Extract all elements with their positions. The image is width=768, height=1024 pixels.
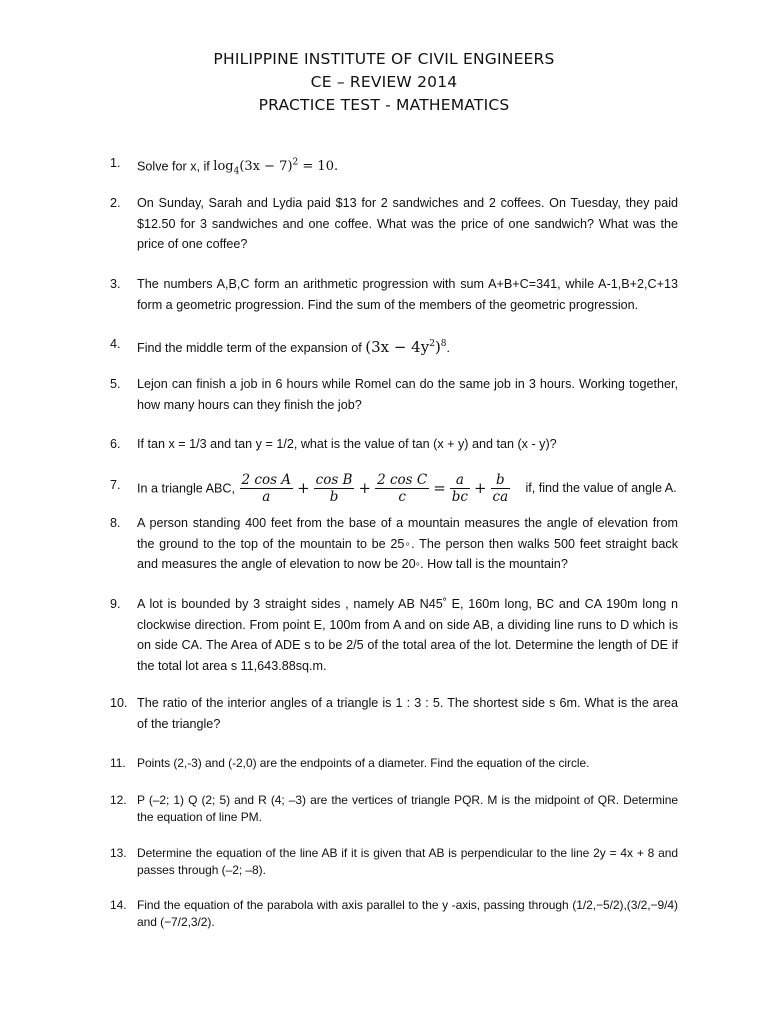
question-number: 5. <box>110 377 121 391</box>
question-text: Lejon can finish a job in 6 hours while Romel can do the same job in 3 hours. Working together, how many hours can they finish the job? <box>137 377 678 412</box>
question-12 <box>110 792 678 826</box>
question-number: 3. <box>110 277 121 291</box>
header-organization: PHILIPPINE INSTITUTE OF CIVIL ENGINEERS <box>213 50 555 68</box>
question-number: 6. <box>110 437 121 451</box>
question-number: 9. <box>110 597 121 611</box>
question-10 <box>110 693 678 734</box>
question-number: 11. <box>110 756 126 770</box>
trig-equation: $\frac{\text{2 cos A}}{a}$ + $\frac{\text{cos B}}{b}$ + $\frac{\text{2 cos C}}{c}$ = $\frac{a}{bc}$ + $\frac{b}{ca}$ <box>241 472 509 505</box>
question-number: 10. <box>110 696 128 710</box>
question-text: A lot is bounded by 3 straight sides , namely AB N45˚ E, 160m long, BC and CA 190m long n clockwise direction. From point E, 100m from A and on side AB, a dividing line runs to D which is on side CA. The Area of ADE s to be 2/5 of the total area of the lot. Determine the length of DE if the total lot area s 11,643.88sq.m. <box>137 597 678 673</box>
question-text: A person standing 400 feet from the base of a mountain measures the angle of elevation from the ground to the top of the mountain to be 25◦. The person then walks 500 feet straight back and measures the angle of elevation to now be 20◦. How tall is the mountain? <box>137 516 678 571</box>
question-number: 1. <box>110 156 121 170</box>
question-text: On Sunday, Sarah and Lydia paid $13 for 2 sandwiches and 2 coffees. On Tuesday, they paid $12.50 for 3 sandwiches and one coffee. What was the price of one sandwich? What was the price of one coffee? <box>137 196 678 251</box>
question-5 <box>110 374 678 415</box>
question-number: 13. <box>110 846 127 860</box>
question-7 <box>110 472 678 505</box>
question-number: 14. <box>110 898 127 912</box>
question-4: 4. Find the middle term of the expansion of $(3x - 4y^2)^8$. <box>110 334 678 359</box>
question-text: Points (2,-3) and (-2,0) are the endpoints of a diameter. Find the equation of the circle. <box>137 756 590 770</box>
question-text: The ratio of the interior angles of a triangle is 1 : 3 : 5. The shortest side s 6m. What is the area of the triangle? <box>137 696 678 731</box>
question-text: In a triangle ABC, <box>137 481 236 496</box>
question-text: Determine the equation of the line AB if it is given that AB is perpendicular to the line 2y = 4x + 8 and passes through (–2; –8). <box>137 846 678 877</box>
header-test-title: PRACTICE TEST - MATHEMATICS <box>258 96 510 114</box>
question-11 <box>110 755 678 772</box>
document-header <box>0 48 768 117</box>
question-text: Solve for x, if <box>137 159 214 174</box>
question-text-suffix: if, find the value of angle A. <box>525 481 677 496</box>
question-number: 8. <box>110 516 121 530</box>
question-1 <box>110 153 678 182</box>
question-text: If tan x = 1/3 and tan y = 1/2, what is the value of tan (x + y) and tan (x - y)? <box>137 437 557 451</box>
question-13 <box>110 845 678 879</box>
question-text: P (–2; 1) Q (2; 5) and R (4; –3) are the vertices of triangle PQR. M is the midpoint of QR. Determine the equation of line PM. <box>137 793 678 824</box>
question-6 <box>110 434 678 455</box>
question-14 <box>110 897 678 931</box>
question-text: Find the middle term of the expansion of <box>137 341 366 355</box>
question-9 <box>110 594 678 676</box>
question-8 <box>110 513 678 575</box>
question-number: 2. <box>110 196 121 210</box>
binomial-expression: $(3x - 4y^2)^8$ <box>365 338 447 356</box>
question-text: The numbers A,B,C form an arithmetic progression with sum A+B+C=341, while A-1,B+2,C+13 form a geometric progression. Find the sum of the members of the geometric progression. <box>137 277 678 312</box>
question-3 <box>110 274 678 315</box>
question-number: 12. <box>110 793 127 807</box>
question-number: 4. <box>110 337 121 351</box>
log-expression: $\log_4(3x - 7)^2 = 10$. <box>213 158 339 177</box>
question-number: 7. <box>110 478 121 492</box>
question-2 <box>110 193 678 255</box>
question-text: Find the equation of the parabola with axis parallel to the y -axis, passing through (1/2,−5/2),(3/2,−9/4) and (−7/2,3/2). <box>137 898 678 929</box>
header-review-title: CE – REVIEW 2014 <box>310 73 458 91</box>
